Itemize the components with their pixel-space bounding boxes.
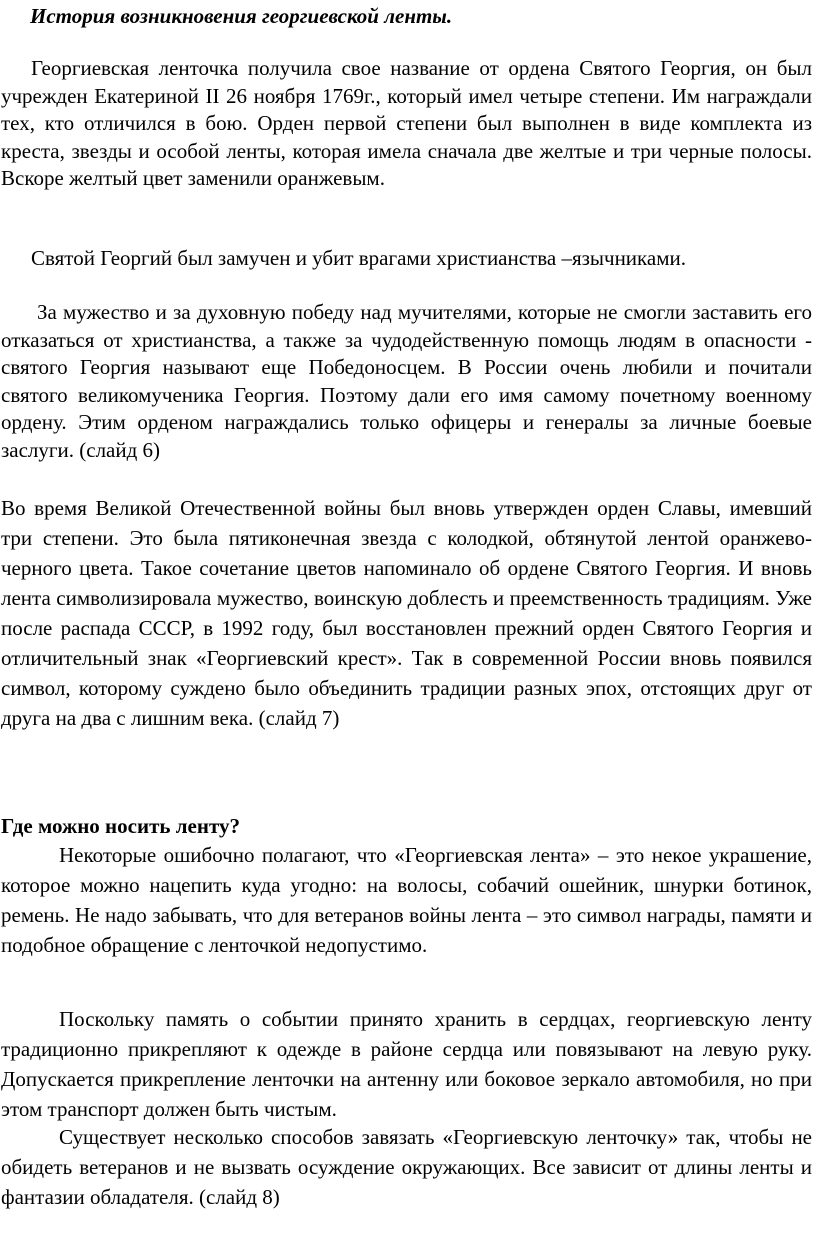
paragraph-order-history: Георгиевская ленточка получила свое название от ордена Святого Георгия, он был учрежден Екатериной II 26 ноября 1769г., который имел четыре степени. Им награждали тех, кто отличился в бою. Орден первой степени был выполнен в виде комплекта из креста, звезды и особой ленты, которая имела сначала две желтые и три черные полосы. Вскоре желтый цвет заменили оранжевым. (1, 56, 812, 190)
paragraph-pobedonosets: За мужество и за духовную победу над мучителями, которые не смогли заставить его отказаться от христианства, а также за чудодейственную помощь людям в опасности - святого Георгия называют еще Победоносцем. В России очень любили и почитали святого великомученика Георгия. Поэтому дали его имя самому почетному военному ордену. Этим орденом награждались только офицеры и генералы за личные боевые заслуги. (слайд 6) (1, 300, 812, 462)
paragraph-misuse: Некоторые ошибочно полагают, что «Георгиевская лента» – это некое украшение, которое можно нацепить куда угодно: на волосы, собачий ошейник, шнурки ботинок, ремень. Не надо забывать, что для ветеранов войны лента – это символ награды, памяти и подобное обращение с ленточкой недопустимо. (1, 843, 812, 957)
document-title: История возникновения георгиевской ленты. (30, 4, 453, 28)
paragraph-order-of-glory: Во время Великой Отечественной войны был вновь утвержден орден Славы, имевший три степени. Это была пятиконечная звезда с колодкой, обтянутой лентой оранжево-черного цвета. Такое сочетание цветов напоминало об ордене Святого Георгия. И вновь лента символизировала мужество, воинскую доблесть и преемственность традициям. Уже после распада СССР, в 1992 году, был восстановлен прежний орден Святого Георгия и отличительный знак «Георгиевский крест». Так в современной России вновь появился символ, которому суждено было объединить традиции разных эпох, отстоящих друг от друга на два с лишним века. (слайд 7) (1, 496, 812, 730)
paragraph-wearing-place: Поскольку память о событии принято хранить в сердцах, георгиевскую ленту традиционно прикрепляют к одежде в районе сердца или повязывают на левую руку. Допускается прикрепление ленточки на антенну или боковое зеркало автомобиля, но при этом транспорт должен быть чистым. (1, 1007, 812, 1121)
section-heading: Где можно носить ленту? (1, 814, 240, 838)
paragraph-saint-george: Святой Георгий был замучен и убит врагами христианства –язычниками. (31, 246, 687, 270)
paragraph-tying-methods: Существует несколько способов завязать «Георгиевскую ленточку» так, чтобы не обидеть ветеранов и не вызвать осуждение окружающих. Все зависит от длины ленты и фантазии обладателя. (слайд 8) (1, 1125, 812, 1209)
